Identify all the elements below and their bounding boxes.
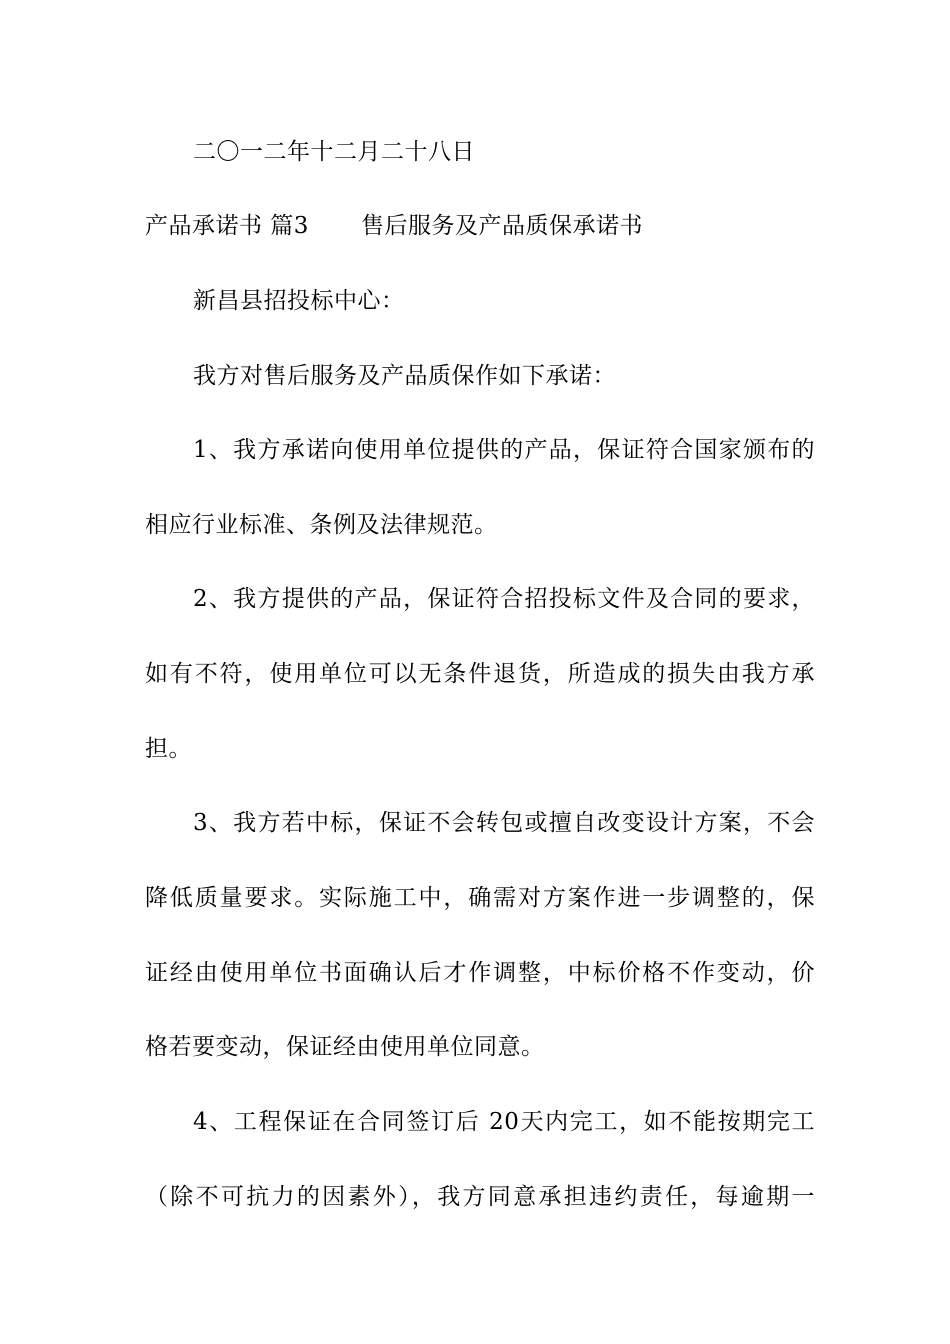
addressee: 新昌县招投标中心： [193,288,405,314]
item-4-line-1: 4、工程保证在合同签订后 20天内完工，如不能按期完工 [193,1109,815,1135]
item-1-line-1: 1、我方承诺向使用单位提供的产品，保证符合国家颁布的 [193,437,815,463]
section-heading [145,211,815,241]
item-3-line-2: 降低质量要求。实际施工中，确需对方案作进一步调整的，保 [145,885,815,911]
section-title: 产品承诺书 篇3 [145,213,309,239]
date-line: 二〇一二年十二月二十八日 [193,139,475,165]
item-4-line-2: （除不可抗力的因素外），我方同意承担违约责任，每逾期一 [145,1184,815,1210]
item-2-line-3: 担。 [145,736,192,762]
section-subtitle: 售后服务及产品质保承诺书 [360,213,643,239]
item-1-line-2: 相应行业标准、条例及法律规范。 [145,512,498,538]
item-3-line-3: 证经由使用单位书面确认后才作调整，中标价格不作变动，价 [145,960,815,986]
item-3-line-4: 格若要变动，保证经由使用单位同意。 [145,1034,545,1060]
item-2-line-2: 如有不符，使用单位可以无条件退货，所造成的损失由我方承 [145,661,815,687]
item-3-line-1: 3、我方若中标，保证不会转包或擅自改变设计方案，不会 [193,810,815,836]
item-2-line-1: 2、我方提供的产品，保证符合招投标文件及合同的要求， [193,586,815,612]
intro-paragraph: 我方对售后服务及产品质保作如下承诺： [193,363,616,389]
